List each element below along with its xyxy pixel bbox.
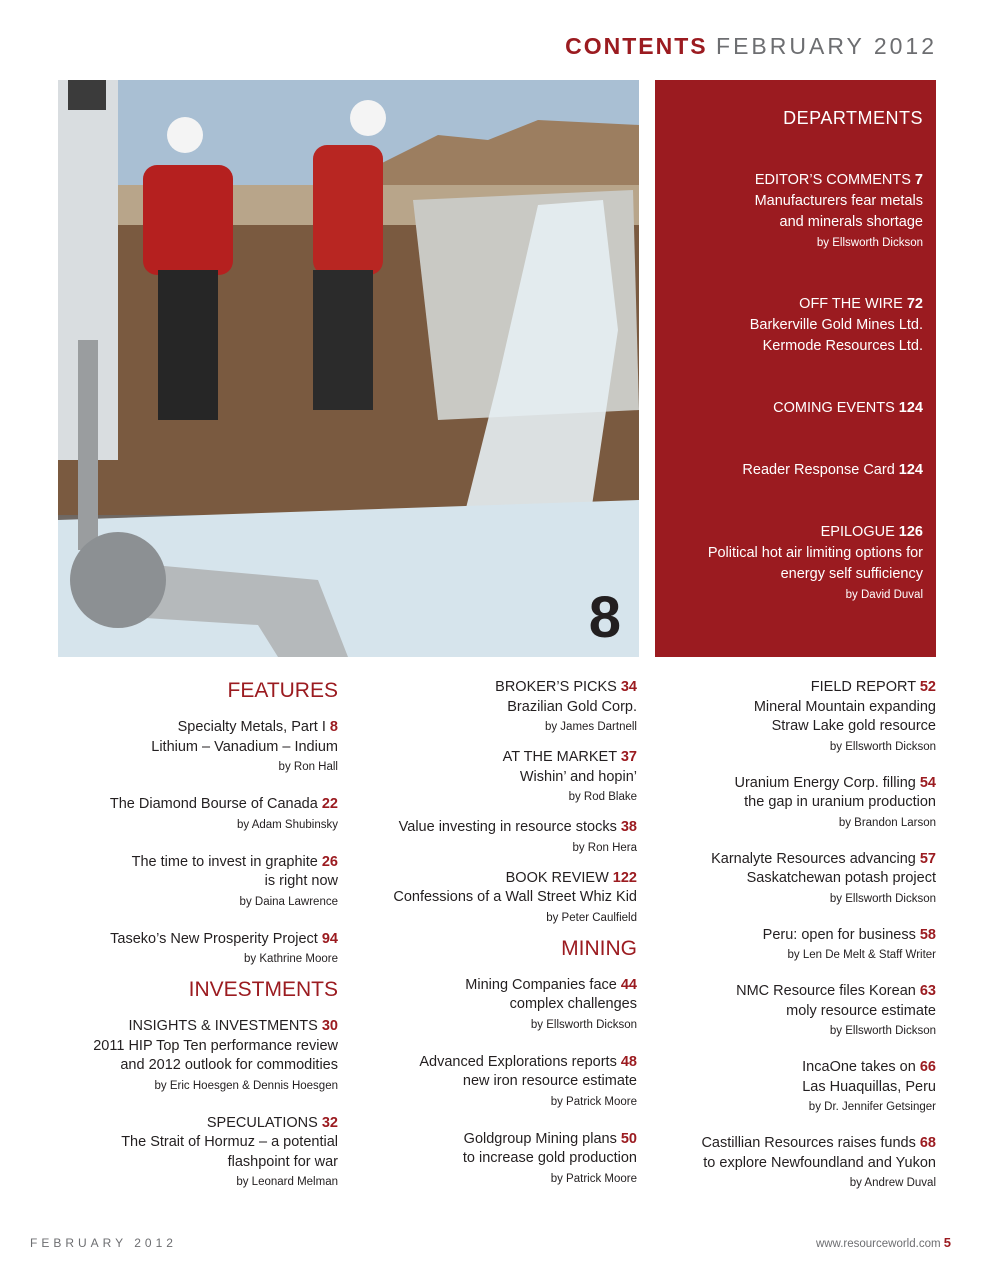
entry-title: Specialty Metals, Part I [177,719,326,735]
footer-url[interactable]: www.resourceworld.com [815,1238,941,1250]
dept-item[interactable] [665,398,923,419]
entry-line: moly resource estimate [786,1002,936,1019]
dept-kicker: Reader Response Card [742,462,895,478]
dept-item[interactable] [665,522,923,606]
departments-heading: DEPARTMENTS [783,108,923,128]
dept-item[interactable] [665,460,923,481]
footer-site [816,1235,951,1250]
right-entry[interactable] [660,850,936,909]
entry-page: 68 [919,1135,936,1151]
entry-page: 66 [919,1059,936,1075]
dept-item[interactable] [665,294,923,357]
entry-author: by Leonard Melman [236,1176,338,1188]
departments-panel [655,80,936,657]
entry-title: SPECULATIONS [206,1114,318,1131]
entry-page: 37 [620,749,637,765]
dept-kicker: OFF THE WIRE [799,296,903,312]
entry-line: 2011 HIP Top Ten performance review [93,1037,338,1054]
entry-author: by Ellsworth Dickson [530,1018,637,1031]
entry-page: 122 [612,869,637,886]
contents-header [565,33,937,60]
entry-line: The Strait of Hormuz – a potential [121,1134,338,1150]
entry-title: AT THE MARKET [502,749,617,765]
entry-author: by Rod Blake [568,791,637,803]
dept-page: 124 [898,400,923,416]
right-entry[interactable] [660,926,936,966]
entry-author: by Ron Hall [278,761,338,773]
middle-entry[interactable] [360,748,637,807]
entry-title: BOOK REVIEW [505,869,609,886]
dept-author: by Ellsworth Dickson [816,237,923,249]
entry-page: 57 [919,850,936,867]
investment-entry[interactable] [60,1114,338,1193]
entry-author: by Dr. Jennifer Getsinger [808,1101,936,1113]
right-entry[interactable] [660,1058,936,1117]
middle-column [360,678,637,1207]
entry-line: flashpoint for war [227,1153,338,1170]
entry-author: by Ellsworth Dickson [829,1025,936,1037]
entry-title: Peru: open for business [762,926,916,943]
issue-date: FEBRUARY 2012 [716,33,937,59]
dept-line: and minerals shortage [779,214,923,230]
dept-kicker: EPILOGUE [820,524,895,540]
entry-line: to increase gold production [462,1150,637,1166]
entry-author: by Patrick Moore [550,1095,637,1108]
right-entry[interactable] [660,1134,936,1193]
dept-kicker: COMING EVENTS [773,400,895,416]
entry-line: the gap in uranium production [744,794,936,810]
dept-page: 126 [898,524,923,540]
entry-author: by Andrew Duval [849,1177,936,1189]
entry-page: 30 [321,1018,338,1034]
entry-title: IncaOne takes on [802,1059,916,1075]
contents-title: CONTENTS [565,33,708,59]
entry-title: NMC Resource files Korean [736,983,916,999]
mining-entry[interactable] [360,1130,637,1189]
footer-issue-date: FEBRUARY 2012 [30,1236,177,1250]
dept-page: 7 [914,172,923,188]
dept-item[interactable] [665,170,923,254]
right-entry[interactable] [660,774,936,833]
dept-author: by David Duval [845,589,923,601]
entry-page: 48 [620,1053,637,1070]
dept-page: 72 [906,296,923,312]
entry-line: to explore Newfoundland and Yukon [703,1154,936,1171]
entry-author: by Adam Shubinsky [236,818,338,831]
photo-page-number: 8 [588,585,621,650]
middle-entry[interactable] [360,869,637,928]
entry-page: 44 [620,976,637,993]
entry-author: by Len De Melt & Staff Writer [787,949,936,961]
right-entry[interactable] [660,678,936,757]
entry-line: and 2012 outlook for commodities [120,1057,338,1073]
entry-line: Confessions of a Wall Street Whiz Kid [393,889,637,905]
entry-title: Taseko’s New Prosperity Project [110,930,318,947]
feature-entry[interactable] [60,718,338,777]
feature-entry[interactable] [60,795,338,835]
mining-entry[interactable] [360,976,637,1035]
entry-author: by James Dartnell [544,721,637,733]
entry-author: by Ellsworth Dickson [829,892,936,905]
entry-title: INSIGHTS & INVESTMENTS [128,1018,318,1034]
entry-page: 50 [620,1130,637,1147]
entry-line: Lithium – Vanadium – Indium [151,738,338,755]
dept-line: Barkerville Gold Mines Ltd. [749,317,923,333]
entry-author: by Kathrine Moore [244,953,338,965]
entry-page: 26 [321,853,338,870]
right-entry[interactable] [660,982,936,1041]
entry-page: 52 [919,679,936,695]
entry-author: by Patrick Moore [550,1172,637,1185]
entry-author: by Brandon Larson [838,816,936,829]
entry-author: by Eric Hoesgen & Dennis Hoesgen [154,1079,338,1092]
dept-kicker: EDITOR’S COMMENTS [754,172,911,188]
mining-entry[interactable] [360,1053,637,1112]
dept-line: Manufacturers fear metals [754,193,923,209]
dept-line: energy self sufficiency [780,566,923,582]
footer-page-number: 5 [943,1235,951,1250]
entry-author: by Ron Hera [572,841,637,854]
entry-page: 38 [620,819,637,835]
entry-line: Las Huaquillas, Peru [802,1078,936,1095]
feature-entry[interactable] [60,930,338,970]
entry-author: by Daina Lawrence [239,895,338,908]
entry-title: Uranium Energy Corp. filling [734,774,916,791]
entry-page: 34 [620,679,637,695]
entry-title: Mining Companies face [465,976,617,993]
entry-line: Wishin’ and hopin’ [519,768,637,785]
photo-illustration [58,80,639,657]
feature-entry[interactable] [60,853,338,912]
entry-page: 54 [919,774,936,791]
entry-page: 22 [321,796,338,812]
entry-page: 32 [321,1114,338,1131]
entry-title: Karnalyte Resources advancing [711,850,916,867]
mining-heading: MINING [561,936,637,960]
entry-line: Mineral Mountain expanding [753,698,936,715]
entry-line: Brazilian Gold Corp. [507,698,637,715]
entry-page: 94 [321,930,338,947]
investment-entry[interactable] [60,1017,338,1096]
entry-title: FIELD REPORT [810,679,916,695]
entry-line: new iron resource estimate [462,1073,637,1089]
entry-line: is right now [264,873,338,889]
entry-page: 58 [919,926,936,943]
entry-author: by Peter Caulfield [546,911,637,924]
entry-line: Straw Lake gold resource [771,718,936,734]
cover-photo [58,80,639,657]
entry-title: BROKER’S PICKS [495,679,617,695]
investments-heading: INVESTMENTS [188,978,338,1001]
entry-line: Saskatchewan potash project [746,870,936,886]
entry-line: complex challenges [509,996,637,1012]
features-column [60,678,338,1210]
entry-title: Value investing in resource stocks [398,819,617,835]
entry-title: Goldgroup Mining plans [463,1130,617,1147]
entry-title: Advanced Explorations reports [419,1053,617,1070]
dept-page: 124 [898,462,923,478]
entry-page: 63 [919,983,936,999]
middle-entry[interactable] [360,818,637,858]
entry-title: The time to invest in graphite [131,853,318,870]
entry-author: by Ellsworth Dickson [829,740,936,753]
dept-line: Kermode Resources Ltd. [762,338,923,354]
middle-entry[interactable] [360,678,637,737]
entry-title: Castillian Resources raises funds [701,1135,916,1151]
features-heading: FEATURES [227,679,338,702]
dept-line: Political hot air limiting options for [707,545,923,561]
entry-title: The Diamond Bourse of Canada [109,796,318,812]
right-column [660,678,936,1211]
entry-page: 8 [329,719,338,735]
